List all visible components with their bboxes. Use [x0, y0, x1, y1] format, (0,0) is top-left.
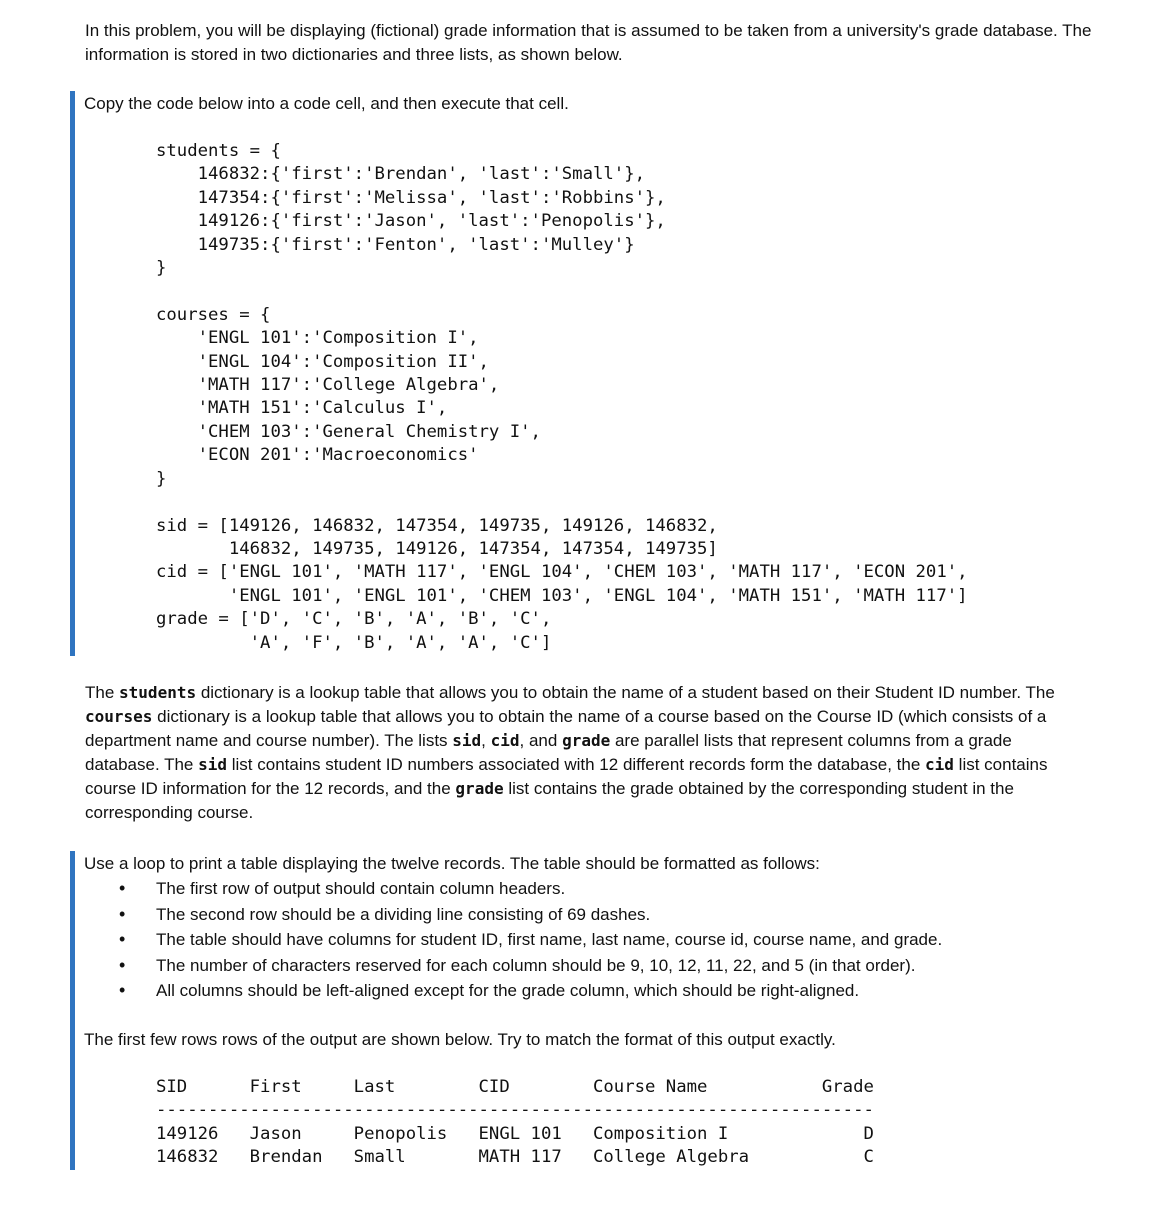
inline-code-students: students	[119, 683, 197, 702]
inline-code-sid: sid	[198, 755, 228, 774]
task-instruction: Use a loop to print a table displaying the twelve records. The table should be formatted as follows:	[84, 854, 820, 873]
explanation-text: are parallel lists that represent columns from a grade database. The	[85, 731, 1012, 774]
inline-code-cid: cid	[490, 731, 520, 750]
list-item: • The first row of output should contain column headers.	[84, 876, 942, 902]
inline-code-sid: sid	[452, 731, 482, 750]
task-block-accent-bar	[70, 851, 75, 1170]
setup-code[interactable]: students = { 146832:{'first':'Brendan', 'last':'Small'}, 147354:{'first':'Melissa', 'last':'Robbins'}, 149126:{'first':'Jason', 'last':'Penopolis'}, 149735:{'first':'Fenton', 'last':'Mulley'} } courses = { 'ENGL 101':'Composition I', 'ENGL 104':'Composition II', 'MATH 117':'College Algebra', 'MATH 151':'Calculus I', 'CHEM 103':'General Chemistry I', 'ECON 201':'Macroeconomics' } sid = [149126, 146832, 147354, 149735, 149126, 146832, 146832, 149735, 149126, 147354, 147354, 149735] cid = ['ENGL 101', 'MATH 117', 'ENGL 104', 'CHEM 103', 'MATH 117', 'ECON 201', 'ENGL 101', 'ENGL 101', 'CHEM 103', 'ENGL 104', 'MATH 151', 'MATH 117'] grade = ['D', 'C', 'B', 'A', 'B', 'C', 'A', 'F', 'B', 'A', 'A', 'C']	[156, 141, 968, 653]
explanation-text: list contains course ID information for the 12 records, and the	[85, 755, 1048, 798]
inline-code-grade: grade	[455, 779, 504, 798]
list-item: • The table should have columns for student ID, first name, last name, course id, course name, and grade.	[84, 927, 942, 953]
explanation-text: , and	[519, 731, 563, 750]
list-item: • All columns should be left-aligned except for the grade column, which should be right-aligned.	[84, 978, 942, 1004]
explanation-text: The	[85, 683, 120, 702]
inline-code-courses: courses	[85, 707, 153, 726]
explanation-text: list contains the grade obtained by the corresponding student in the corresponding course.	[85, 779, 1014, 822]
sample-output[interactable]: SID First Last CID Course Name Grade --------------------------------------------------------------------- 149126 Jason Penopolis ENGL 101 Composition I D 146832 Brendan Small MATH 117 College Algebra C	[156, 1077, 874, 1168]
output-intro: The first few rows rows of the output are shown below. Try to match the format of this output exactly.	[84, 1030, 836, 1049]
explanation-text: dictionary is a lookup table that allows you to obtain the name of a course based on the Course ID (which consists of a department name and course number). The lists	[85, 707, 1047, 750]
explanation-paragraph	[85, 681, 1090, 825]
list-item: • The number of characters reserved for each column should be 9, 10, 12, 11, 22, and 5 (in that order).	[84, 953, 942, 979]
explanation-text: dictionary is a lookup table that allows you to obtain the name of a student based on their Student ID number. The	[196, 683, 1055, 702]
intro-paragraph: In this problem, you will be displaying (fictional) grade information that is assumed to be taken from a university's grade database. The information is stored in two dictionaries and three lists, as shown below.	[85, 21, 1092, 64]
list-item: • The second row should be a dividing line consisting of 69 dashes.	[84, 902, 942, 928]
copy-instruction: Copy the code below into a code cell, and then execute that cell.	[84, 94, 569, 113]
explanation-text: ,	[481, 731, 491, 750]
explanation-text: list contains student ID numbers associated with 12 different records form the database, the	[227, 755, 926, 774]
requirements-list	[84, 876, 942, 1004]
code-block-accent-bar	[70, 91, 75, 656]
inline-code-grade: grade	[562, 731, 611, 750]
inline-code-cid: cid	[925, 755, 954, 774]
